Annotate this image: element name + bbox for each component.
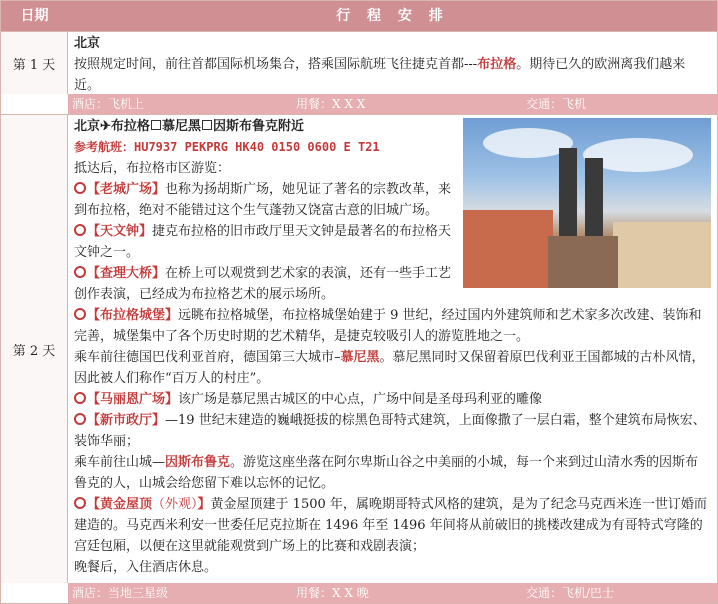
plane-icon: ✈ <box>100 119 111 134</box>
day-1-transport: 交通：飞机 <box>526 97 587 111</box>
route-munich: 慕尼黑 <box>161 119 201 134</box>
day-2-intro: 抵达后，布拉格市区游览： <box>74 161 231 176</box>
prague-old-town-photo <box>463 118 711 288</box>
bus-icon <box>151 120 161 130</box>
spot-desc: 也称为扬胡斯广场，她见证了著名的宗教改革，来到布拉格，绝对不能错过这个生气蓬勃又饶富古意的旧城广场。 <box>74 182 452 218</box>
bus-icon <box>202 120 212 130</box>
spot-desc: 远眺布拉格城堡，布拉格城堡始建于 9 世纪，经过国内外建筑师和艺术家多次改建、装饰和完善，城堡集中了各个历史时期的艺术精华，是捷克较吸引人的游览胜地之一。 <box>74 308 702 344</box>
header-date: 日期 <box>20 8 49 24</box>
innsbruck-paragraph <box>74 452 711 494</box>
day-2-body <box>68 115 717 583</box>
day-1-title: 北京 <box>74 36 101 51</box>
day-1-text-b: 。期待已久的欧洲离我们越来近。 <box>74 57 686 93</box>
spot-bullet-icon <box>74 266 86 278</box>
munich-paragraph <box>74 347 711 389</box>
dianping-watermark <box>11 583 55 599</box>
spot-bullet-icon <box>74 413 86 425</box>
spot-name: 【天文钟】 <box>87 224 153 239</box>
spot-name-close: 】 <box>197 497 211 512</box>
spot-name: 【黄金屋顶 <box>87 497 153 512</box>
innsbruck-text-b: 。游览这座坐落在阿尔卑斯山谷之中美丽的小城，每一个来到过山清水秀的因斯布鲁克的人，山城会给您留下难以忘怀的记忆。 <box>74 455 699 491</box>
day-2-meals: 用餐：X X 晚 <box>296 586 369 600</box>
spot-name: 【马丽恩广场】 <box>87 392 179 407</box>
evening-note: 晚餐后，入住酒店休息。 <box>74 560 218 575</box>
spot-desc: —19 世纪末建造的巍峨挺拔的棕黑色哥特式建筑，上面像撒了一层白霜，整个建筑布局恢宏、装饰华丽； <box>74 413 706 449</box>
day-1-body <box>68 32 717 94</box>
route-prague: 布拉格 <box>110 119 150 134</box>
spot-desc: 黄金屋顶建于 1500 年，属晚期哥特式风格的建筑，是为了纪念马克西米连一世订婚而建造的。马克西米利安一世委任尼克拉斯在 1496 年至 1496 年间将从前破旧的挑楼改建成为有哥特式穹隆的宫廷包厢，以便在这里就能观赏到广场上的比赛和戏剧表演； <box>74 497 707 554</box>
day-1-meals: 用餐：X X X <box>296 97 366 111</box>
munich-text-a: 乘车前往德国巴伐利亚首府，德国第三大城市– <box>74 350 341 365</box>
flight-reference: 参考航班：HU7937 PEKPRG HK40 0150 0600 E T21 <box>74 140 380 154</box>
day-2-content <box>68 115 717 580</box>
spot-desc: 捷克布拉格的旧市政厅里天文钟是最著名的布拉格天文钟之一。 <box>74 224 452 260</box>
spot-marienplatz <box>74 389 711 410</box>
spot-bullet-icon <box>74 182 86 194</box>
spot-prague-castle <box>74 305 711 347</box>
spot-name: 【老城广场】 <box>87 182 166 197</box>
watermark-text: 大众点评 <box>11 585 55 598</box>
spot-note: （外观） <box>152 497 198 512</box>
spot-desc: 该广场是慕尼黑古城区的中心点，广场中间是圣母玛利亚的雕像 <box>178 392 543 407</box>
day-1-text-a: 按照规定时间，前往首都国际机场集合，搭乘国际航班飞往捷克首都--- <box>74 57 478 72</box>
table-header <box>1 1 717 31</box>
munich-text-b: 。慕尼黑同时又保留着原巴伐利亚王国都城的古朴风情，因此被人们称作“百万人的村庄”。 <box>74 350 705 386</box>
day-2-label: 第 2 天 <box>1 115 68 583</box>
spot-golden-roof <box>74 494 711 557</box>
innsbruck-text-a: 乘车前往山城— <box>74 455 166 470</box>
header-itinerary: 行 程 安 排 <box>336 8 449 24</box>
day-1-text <box>74 54 711 96</box>
spot-bullet-icon <box>74 224 86 236</box>
spot-new-town-hall <box>74 410 711 452</box>
spot-name: 【新市政厅】 <box>87 413 166 428</box>
spot-name: 【查理大桥】 <box>87 266 166 281</box>
day-2-info-bar <box>68 583 717 603</box>
spot-bullet-icon <box>74 308 86 320</box>
day-1-hotel: 酒店：飞机上 <box>72 97 145 111</box>
day-2-hotel: 酒店：当地三星级 <box>72 586 169 600</box>
route-beijing: 北京 <box>74 119 101 134</box>
day-2-transport: 交通：飞机/巴士 <box>526 586 615 600</box>
spot-desc: 在桥上可以观赏到艺术家的表演，还有一些手工艺创作表演，已经成为布拉格艺术的展示场所。 <box>74 266 452 302</box>
spot-bullet-icon <box>74 392 86 404</box>
munich-city: 慕尼黑 <box>340 350 380 365</box>
day-1-row <box>1 31 717 94</box>
day-1-content <box>68 32 717 98</box>
innsbruck-city: 因斯布鲁克 <box>165 455 231 470</box>
day-1-label: 第 1 天 <box>1 32 68 94</box>
day-1-city: 布拉格 <box>477 57 517 72</box>
route-innsbruck: 因斯布鲁克附近 <box>212 119 304 134</box>
spot-name: 【布拉格城堡】 <box>87 308 179 323</box>
day-2-row <box>1 114 717 583</box>
spot-bullet-icon <box>74 497 86 509</box>
